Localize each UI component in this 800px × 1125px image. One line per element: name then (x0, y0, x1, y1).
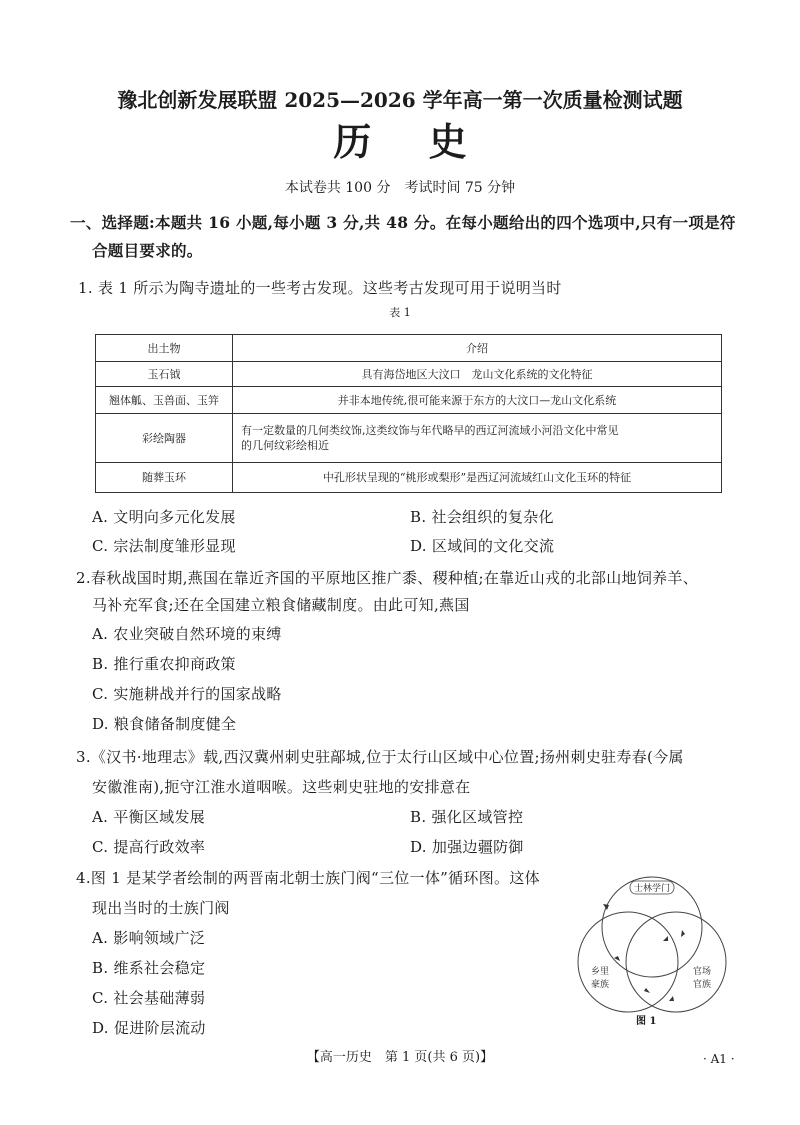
table-cell-desc (233, 463, 722, 493)
question-stem: 安徽淮南),扼守江淮水道咽喉。这些刺史驻地的安排意在 (92, 778, 471, 796)
question-stem: 马补充军食;还在全国建立粮食储藏制度。由此可知,燕国 (92, 596, 470, 614)
page-footer: 【高一历史 第 1 页(共 6 页)】 (306, 1050, 494, 1065)
table-cell-item: 翘体觚、玉兽面、玉笄 (96, 387, 233, 414)
option-c: C. 实施耕战并行的国家战略 (92, 685, 282, 703)
figure-caption: 图 1 (636, 1016, 657, 1027)
exam-info: 本试卷共 100 分 考试时间 75 分钟 (284, 180, 516, 196)
option-a: A. 平衡区域发展 (92, 808, 206, 826)
table-cell-item: 随葬玉环 (96, 463, 233, 493)
venn-cycle-diagram (570, 870, 732, 1020)
label-official-2: 官族 (692, 980, 712, 990)
option-d: D. 加强边疆防御 (410, 838, 524, 856)
section-line: 一、选择题:本题共 16 小题,每小题 3 分,共 48 分。在每小题给出的四个选项中,只有一项是符 (70, 213, 736, 232)
option-d: D. 区域间的文化交流 (410, 537, 555, 555)
option-a: A. 文明向多元化发展 (92, 508, 236, 526)
table-cell-item: 彩绘陶器 (96, 414, 233, 463)
flow-arrow-icon (603, 904, 609, 910)
table-caption: 表 1 (389, 306, 411, 319)
table-header-cell: 介绍 (233, 335, 722, 362)
table-header-row (96, 335, 722, 362)
artifact-table (95, 334, 722, 493)
table-cell-desc (233, 362, 722, 387)
table-cell-desc (233, 387, 722, 414)
table-header-cell: 出土物 (96, 335, 233, 362)
flow-arrow-icon (644, 988, 650, 993)
subject-title: 历 史 (333, 119, 467, 164)
option-d: D. 促进阶层流动 (92, 1019, 206, 1037)
section-line: 合题目要求的。 (92, 241, 203, 260)
desc-line: 的几何纹彩绘相近 (241, 439, 329, 452)
table-cell-item: 玉石钺 (96, 362, 233, 387)
label-official-1: 官场 (692, 967, 712, 977)
table-row (96, 387, 722, 414)
option-a: A. 农业突破自然环境的束缚 (92, 625, 282, 643)
question-stem: 2.春秋战国时期,燕国在靠近齐国的平原地区推广黍、稷种植;在靠近山戎的北部山地饲养羊、 (76, 569, 699, 587)
label-local-1: 乡里 (590, 967, 610, 977)
table-row (96, 463, 722, 493)
circle-local (578, 912, 678, 1012)
option-c: C. 提高行政效率 (92, 838, 206, 856)
question-stem: 1. 表 1 所示为陶寺遗址的一些考古发现。这些考古发现可用于说明当时 (78, 279, 562, 297)
option-d: D. 粮食储备制度健全 (92, 715, 237, 733)
flow-arrow-icon (681, 930, 685, 937)
label-local-2: 豪族 (590, 980, 610, 990)
circle-official (626, 912, 726, 1012)
question-stem: 4.图 1 是某学者绘制的两晋南北朝士族门阀“三位一体”循环图。这体 (76, 869, 540, 887)
paper-code: · A1 · (703, 1052, 735, 1066)
option-b: B. 推行重农抑商政策 (92, 655, 236, 673)
flow-arrow-icon (663, 936, 668, 941)
desc-line: 中孔形状呈现的“桃形或梨形”是西辽河流域红山文化玉环的特征 (322, 471, 632, 484)
option-c: C. 宗法制度雏形显现 (92, 537, 236, 555)
table-row (96, 414, 722, 463)
label-scholar: 士林学门 (633, 884, 671, 894)
option-a: A. 影响领域广泛 (92, 929, 206, 947)
option-b: B. 社会组织的复杂化 (410, 508, 554, 526)
option-b: B. 强化区域管控 (410, 808, 524, 826)
table-row (96, 362, 722, 387)
desc-line: 并非本地传统,很可能来源于东方的大汶口—龙山文化系统 (337, 393, 617, 407)
question-stem: 现出当时的士族门阀 (92, 899, 230, 917)
option-c: C. 社会基础薄弱 (92, 989, 206, 1007)
table-cell-desc (233, 414, 722, 463)
desc-line: 有一定数量的几何类纹饰,这类纹饰与年代略早的西辽河流域小河沿文化中常见 (241, 424, 619, 437)
flow-arrow-icon (669, 996, 674, 1001)
option-b: B. 维系社会稳定 (92, 959, 206, 977)
question-stem: 3.《汉书·地理志》载,西汉冀州刺史驻鄗城,位于太行山区域中心位置;扬州刺史驻寿春(今属 (76, 748, 684, 766)
exam-title: 豫北创新发展联盟 2025—2026 学年高一第一次质量检测试题 (117, 88, 683, 112)
desc-line: 具有海岱地区大汶口 龙山文化系统的文化特征 (361, 367, 593, 381)
